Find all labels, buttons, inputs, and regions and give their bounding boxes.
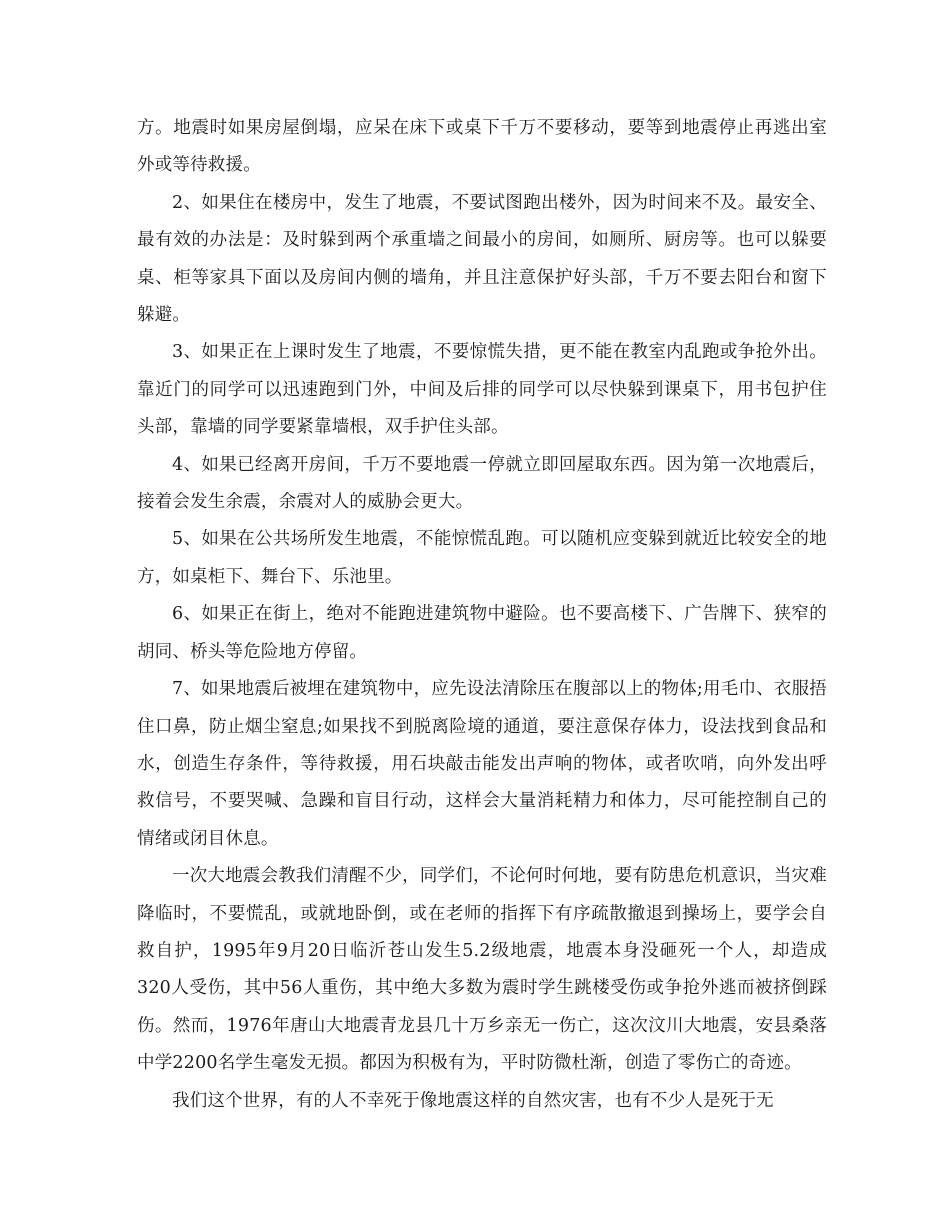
- document-body: [137, 110, 827, 1120]
- paragraph-tip-4: 4、如果已经离开房间，千万不要地震一停就立即回屋取东西。因为第一次地震后，接着会发生余震，余震对人的威胁会更大。: [137, 454, 827, 513]
- paragraph-tip-2: 2、如果住在楼房中，发生了地震，不要试图跑出楼外，因为时间来不及。最安全、最有效的办法是：及时躲到两个承重墙之间最小的房间，如厕所、厨房等。也可以躲要桌、柜等家具下面以及房间内侧的墙角，并且注意保护好头部，千万不要去阳台和窗下躲避。: [137, 192, 827, 326]
- paragraph-tip-3: 3、如果正在上课时发生了地震，不要惊慌失措，更不能在教室内乱跑或争抢外出。靠近门的同学可以迅速跑到门外，中间及后排的同学可以尽快躲到课桌下，用书包护住头部，靠墙的同学要紧靠墙根，双手护住头部。: [137, 342, 827, 438]
- paragraph-lesson: 一次大地震会教我们清醒不少，同学们，不论何时何地，要有防患危机意识，当灾难降临时，不要慌乱，或就地卧倒，或在老师的指挥下有序疏散撤退到操场上，要学会自救自护，1995年9月20日临沂苍山发生5.2级地震，地震本身没砸死一个人，却造成320人受伤，其中56人重伤，其中绝大多数为震时学生跳楼受伤或争抢外逃而被挤倒踩伤。然而，1976年唐山大地震青龙县几十万乡亲无一伤亡，这次汶川大地震，安县桑落中学2200名学生毫发无损。都因为积极有为，平时防微杜渐，创造了零伤亡的奇迹。: [137, 866, 827, 1074]
- paragraph-continuation: 方。地震时如果房屋倒塌，应呆在床下或桌下千万不要移动，要等到地震停止再逃出室外或等待救援。: [137, 118, 827, 176]
- paragraph-tip-6: 6、如果正在街上，绝对不能跑进建筑物中避险。也不要高楼下、广告牌下、狭窄的胡同、桥头等危险地方停留。: [137, 604, 827, 662]
- paragraph-closing: 我们这个世界，有的人不幸死于像地震这样的自然灾害，也有不少人是死于无: [172, 1090, 774, 1111]
- paragraph-tip-5: 5、如果在公共场所发生地震，不能惊慌乱跑。可以随机应变躲到就近比较安全的地方，如桌柜下、舞台下、乐池里。: [137, 529, 827, 587]
- paragraph-tip-7: 7、如果地震后被埋在建筑物中，应先设法清除压在腹部以上的物体;用毛巾、衣服捂住口鼻，防止烟尘窒息;如果找不到脱离险境的通道，要注意保存体力，设法找到食品和水，创造生存条件，等待救援，用石块敲击能发出声响的物体，或者吹哨，向外发出呼救信号，不要哭喊、急躁和盲目行动，这样会大量消耗精力和体力，尽可能控制自己的情绪或闭目休息。: [137, 679, 827, 849]
